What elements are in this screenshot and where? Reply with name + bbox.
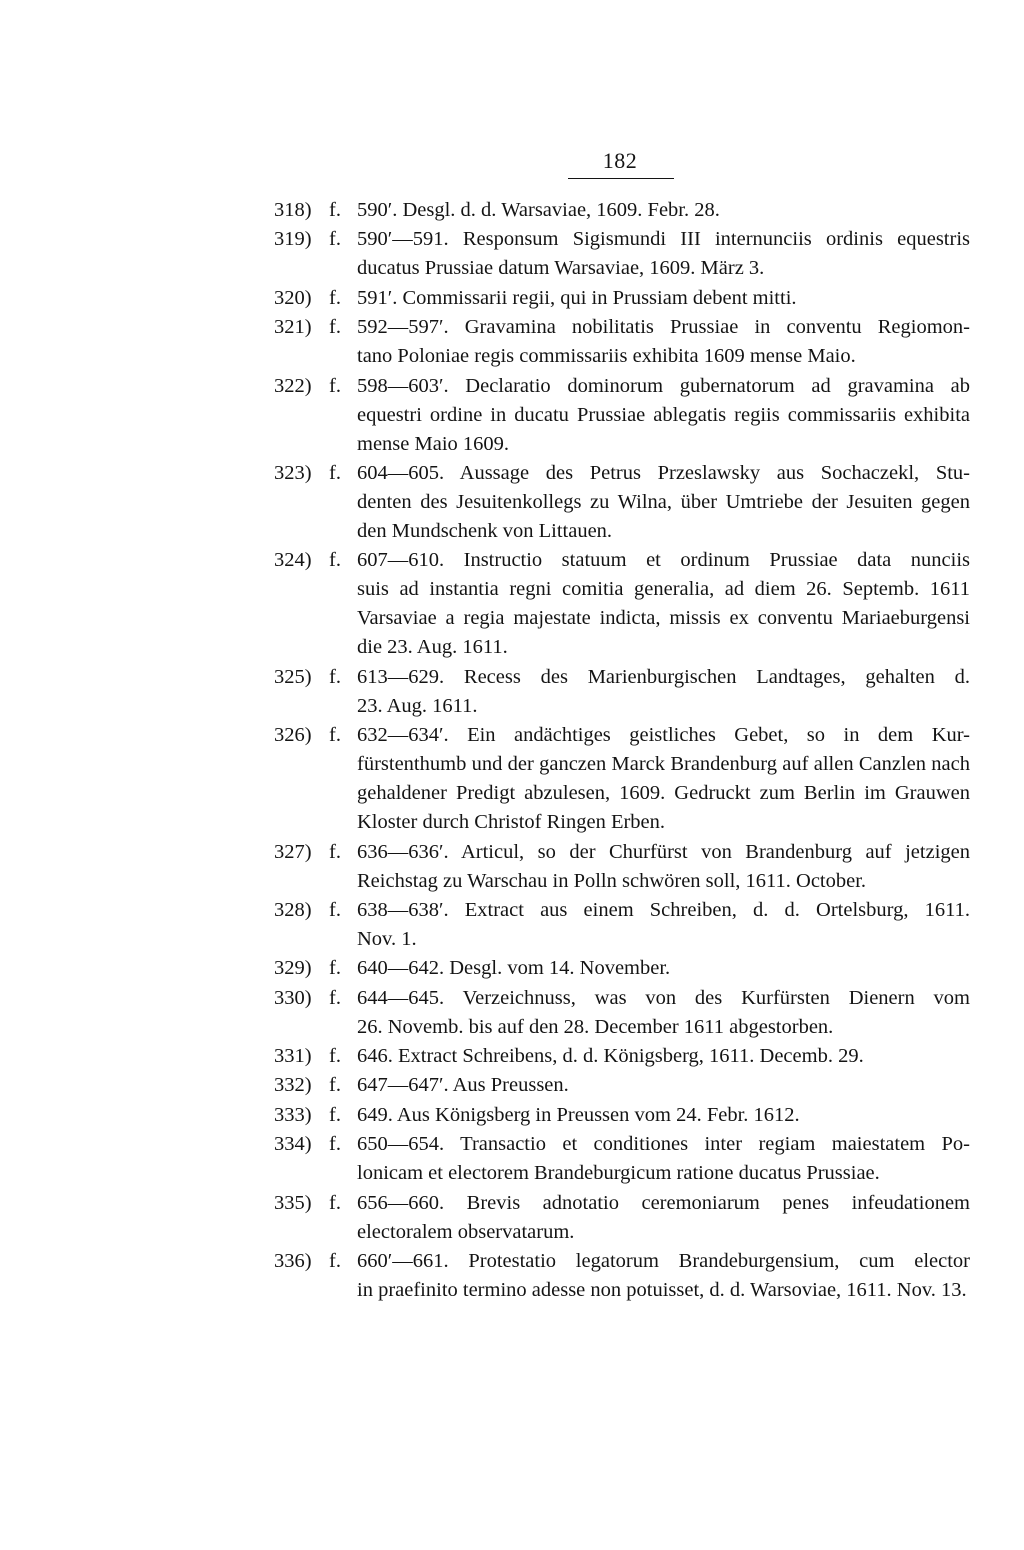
entry-folio: f. xyxy=(329,1103,341,1126)
entry-first-line: 646. Extract Schreibens, d. d. Königsberg, 1611. Decemb. 29. xyxy=(357,1045,864,1068)
entry-folio: f. xyxy=(329,374,341,397)
entry-first-line: 632—634′. Ein andächtiges geistliches Gebet, so in dem Kur- xyxy=(357,724,970,747)
entry-folio: f. xyxy=(329,898,341,921)
entry-folio: f. xyxy=(329,724,341,747)
list-item xyxy=(274,372,970,459)
entry-continuation: in praefinito termino adesse non potuisset, d. d. Warsoviae, 1611. Nov. 13. xyxy=(357,1279,967,1302)
entry-number: 326) xyxy=(274,724,312,747)
list-item xyxy=(274,1130,970,1188)
entry-continuation: ducatus Prussiae datum Warsaviae, 1609. März 3. xyxy=(357,257,765,280)
entry-first-line: 590′. Desgl. d. d. Warsaviae, 1609. Febr. 28. xyxy=(357,199,720,221)
page-number-rule xyxy=(568,178,674,179)
entry-number: 333) xyxy=(274,1103,312,1126)
entry-number: 336) xyxy=(274,1250,312,1273)
page-number: 182 xyxy=(602,148,638,173)
entry-first-line: 592—597′. Gravamina nobilitatis Prussiae in conventu Regiomon- xyxy=(357,316,970,339)
entry-folio: f. xyxy=(329,461,341,484)
entry-folio: f. xyxy=(329,286,341,309)
entry-continuation: lonicam et electorem Brandeburgicum ratione ducatus Prussiae. xyxy=(357,1162,880,1185)
entry-continuation: Nov. 1. xyxy=(357,927,417,950)
entry-first-line: 613—629. Recess des Marienburgischen Landtages, gehalten d. xyxy=(357,665,970,688)
list-item xyxy=(274,1071,970,1100)
list-item xyxy=(274,663,970,721)
list-item xyxy=(274,984,970,1042)
entry-first-line: 660′—661. Protestatio legatorum Brandeburgensium, cum elector xyxy=(357,1250,970,1273)
list-item xyxy=(274,1101,970,1130)
entry-number: 328) xyxy=(274,898,312,921)
entry-number: 319) xyxy=(274,228,312,251)
entry-number: 329) xyxy=(274,957,312,980)
list-item xyxy=(274,225,970,283)
entry-number: 318) xyxy=(274,199,312,221)
list-item xyxy=(274,721,970,837)
entry-number: 324) xyxy=(274,549,312,572)
entry-continuation: equestri ordine in ducatu Prussiae ablegatis regiis commissariis exhibita mense Maio 1609. xyxy=(357,403,970,455)
list-item xyxy=(274,313,970,371)
list-item xyxy=(274,1247,970,1305)
entry-first-line: 591′. Commissarii regii, qui in Prussiam debent mitti. xyxy=(357,286,797,309)
list-item xyxy=(274,896,970,954)
entry-number: 327) xyxy=(274,840,312,863)
entry-number: 323) xyxy=(274,461,312,484)
entry-continuation: 26. Novemb. bis auf den 28. December 1611 abgestorben. xyxy=(357,1015,834,1038)
entry-number: 335) xyxy=(274,1191,312,1214)
entry-first-line: 604—605. Aussage des Petrus Przeslawsky aus Sochaczekl, Stu- xyxy=(357,461,970,484)
entry-number: 331) xyxy=(274,1045,312,1068)
list-item xyxy=(274,196,970,225)
entry-first-line: 649. Aus Königsberg in Preussen vom 24. Febr. 1612. xyxy=(357,1103,800,1126)
entry-continuation: denten des Jesuitenkollegs zu Wilna, über Umtriebe der Jesuiten gegen den Mundschenk von Littauen. xyxy=(357,490,970,542)
entry-number: 320) xyxy=(274,286,312,309)
entry-folio: f. xyxy=(329,840,341,863)
entry-folio: f. xyxy=(329,1250,341,1273)
entry-first-line: 598—603′. Declaratio dominorum gubernatorum ad gravamina ab xyxy=(357,374,970,397)
entry-number: 332) xyxy=(274,1074,312,1097)
entry-first-line: 638—638′. Extract aus einem Schreiben, d. d. Ortelsburg, 1611. xyxy=(357,898,970,921)
list-item xyxy=(274,1189,970,1247)
entry-first-line: 656—660. Brevis adnotatio ceremoniarum penes infeudationem xyxy=(357,1191,970,1214)
entry-continuation: 23. Aug. 1611. xyxy=(357,694,478,717)
entry-folio: f. xyxy=(329,957,341,980)
entry-folio: f. xyxy=(329,199,341,221)
list-item xyxy=(274,954,970,983)
entry-continuation: electoralem observatarum. xyxy=(357,1220,575,1243)
entry-continuation: suis ad instantia regni comitia generalia, ad diem 26. Septemb. 1611 Varsaviae a regia majestate indicta, missis ex conventu Mariaeburgensi die 23. Aug. 1611. xyxy=(357,578,970,659)
entry-folio: f. xyxy=(329,1045,341,1068)
entry-number: 321) xyxy=(274,316,312,339)
entry-first-line: 607—610. Instructio statuum et ordinum Prussiae data nunciis xyxy=(357,549,970,572)
entry-first-line: 644—645. Verzeichnuss, was von des Kurfürsten Dienern vom xyxy=(357,986,970,1009)
entry-folio: f. xyxy=(329,316,341,339)
entry-first-line: 650—654. Transactio et conditiones inter regiam maiestatem Po- xyxy=(357,1133,970,1156)
entry-folio: f. xyxy=(329,1074,341,1097)
entry-number: 322) xyxy=(274,374,312,397)
entry-folio: f. xyxy=(329,549,341,572)
list-item xyxy=(274,838,970,896)
entry-first-line: 590′—591. Responsum Sigismundi III internunciis ordinis equestris xyxy=(357,228,970,251)
entry-continuation: Reichstag zu Warschau in Polln schwören soll, 1611. October. xyxy=(357,869,867,892)
entry-folio: f. xyxy=(329,1133,341,1156)
entry-continuation: fürstenthumb und der ganczen Marck Brandenburg auf allen Canzlen nach gehaldener Predigt abzulesen, 1609. Gedruckt zum Berlin im Grauwen Kloster durch Christof Ringen Erben. xyxy=(357,753,970,834)
list-item xyxy=(274,1042,970,1071)
entry-folio: f. xyxy=(329,228,341,251)
entry-number: 325) xyxy=(274,665,312,688)
entry-folio: f. xyxy=(329,1191,341,1214)
entry-list xyxy=(274,196,970,1305)
entry-folio: f. xyxy=(329,665,341,688)
entry-first-line: 636—636′. Articul, so der Churfürst von Brandenburg auf jetzigen xyxy=(357,840,970,863)
list-item xyxy=(274,284,970,313)
entry-first-line: 647—647′. Aus Preussen. xyxy=(357,1074,569,1097)
entry-folio: f. xyxy=(329,986,341,1009)
list-item xyxy=(274,459,970,546)
list-item xyxy=(274,546,970,662)
entry-first-line: 640—642. Desgl. vom 14. November. xyxy=(357,957,671,980)
entry-number: 330) xyxy=(274,986,312,1009)
entry-continuation: tano Poloniae regis commissariis exhibita 1609 mense Maio. xyxy=(357,345,856,368)
entry-number: 334) xyxy=(274,1133,312,1156)
